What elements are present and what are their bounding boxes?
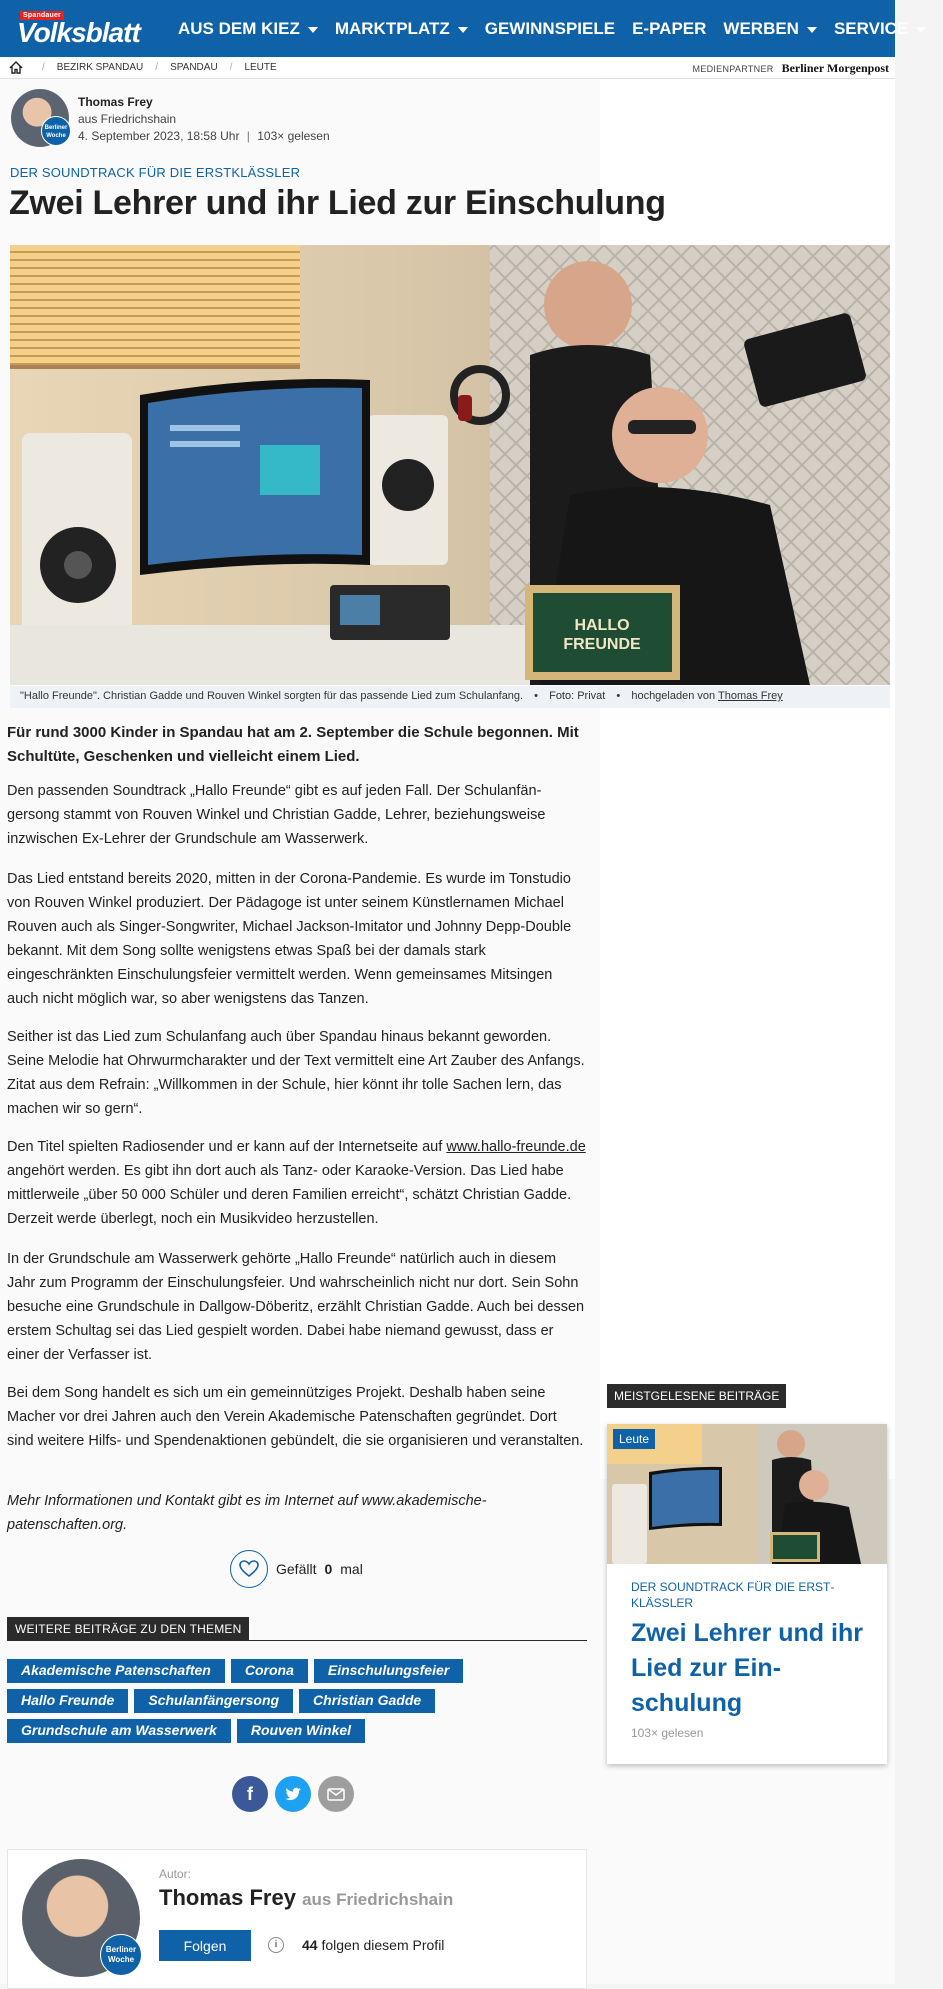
author-location: aus Friedrichshain	[78, 112, 177, 126]
uploaded-by-label: hochgeladen von	[631, 690, 716, 702]
author-name[interactable]: Thomas Frey	[78, 95, 153, 109]
topic-tag[interactable]: Rouven Winkel	[237, 1719, 365, 1743]
chevron-down-icon	[807, 27, 817, 33]
like-suffix: mal	[340, 1561, 363, 1577]
card-kicker: DER SOUNDTRACK FÜR DIE ERSTKLÄSSLER	[631, 1580, 835, 1610]
article-meta: 4. September 2023, 18:58 Uhr | 103× gelesen	[78, 129, 330, 143]
category-badge[interactable]: Leute	[613, 1429, 655, 1449]
author-box-location: aus Friedrichshain	[302, 1890, 454, 1909]
read-count: 103× gelesen	[257, 129, 330, 143]
article-headline: Zwei Lehrer und ihr Lied zur Einschulung	[9, 184, 666, 222]
breadcrumb	[30, 62, 277, 73]
author-box-name	[159, 1885, 453, 1911]
follow-button[interactable]: Folgen	[159, 1930, 251, 1961]
topic-tag[interactable]: Christian Gadde	[299, 1689, 435, 1713]
card-title[interactable]: Zwei Lehrer und ihr Lied zur Einschulung	[631, 1619, 863, 1717]
studio-photo-illustration	[10, 245, 890, 685]
topic-tag[interactable]: Grundschule am Wasserwerk	[7, 1719, 231, 1743]
most-read-heading: MEISTGELESENE BEITRÄGE	[607, 1384, 786, 1408]
most-read-card-image[interactable]	[607, 1424, 887, 1564]
uploader-link[interactable]: Thomas Frey	[717, 690, 783, 702]
topic-tag[interactable]: Schulanfängersong	[134, 1689, 293, 1713]
topics-divider	[7, 1640, 587, 1641]
nav-item-marktplatz[interactable]: MARKTPLATZ	[335, 19, 468, 39]
article-paragraph: Den Titel spielten Radiosender und er kann auf der Internetseite auf www.hallo-freunde.de angehört werden. Es gibt ihn dort auch als Tanz- oder Karaoke-Version. Das Lied habe mittlerweile „über 50 000 Schüler und deren Familien erreicht“, schätzt Christian Gadde. Derzeit werde überlegt, noch ein Musikvideo herzustellen.	[7, 1139, 586, 1227]
article-photo[interactable]	[10, 245, 890, 685]
twitter-icon	[284, 1787, 302, 1802]
page	[0, 79, 895, 1984]
photo-caption: "Hallo Freunde". Christian Gadde und Rouven Winkel sorgten für das passende Lied zum Schulanfang. • Foto: Privat • hochgeladen von Thomas Frey	[10, 686, 890, 708]
top-navigation	[0, 0, 909, 57]
nav-item-service[interactable]: SERVICE	[834, 19, 926, 39]
like-widget	[230, 1550, 363, 1588]
media-partner	[692, 61, 889, 76]
breadcrumb-separator: /	[42, 62, 45, 73]
like-count: 0	[324, 1561, 333, 1577]
article-paragraph-info: Mehr Informationen und Kontakt gibt es im Internet auf www.akademische-patenschaften.org.	[7, 1493, 487, 1533]
berliner-woche-badge: Berliner Woche	[100, 1934, 142, 1976]
article-paragraph: Bei dem Song handelt es sich um ein gemeinnütziges Projekt. Deshalb haben seine Macher vor drei Jahren auch den Verein Akademische Patenschaften gegründet. Dort sind weitere Hilfs- und Spendenaktionen gebündelt, die sie organisieren und veranstalten.	[7, 1385, 584, 1449]
followers-count: 44 folgen diesem Profil	[302, 1937, 445, 1953]
breadcrumb-item[interactable]: BEZIRK SPANDAU	[56, 62, 144, 73]
author-avatar[interactable]	[11, 89, 69, 147]
svg-text:FREUNDE: FREUNDE	[563, 636, 641, 653]
publish-date: 4. September 2023, 18:58 Uhr	[78, 129, 240, 143]
partner-logo[interactable]: Berliner Morgenpost	[781, 61, 889, 75]
hallo-freunde-link[interactable]: www.hallo-freunde.de	[446, 1139, 586, 1155]
share-buttons	[232, 1776, 354, 1812]
author-box	[7, 1849, 587, 1989]
topic-tag[interactable]: Hallo Freunde	[7, 1689, 128, 1713]
mail-share-button[interactable]	[318, 1776, 354, 1812]
article-kicker: DER SOUNDTRACK FÜR DIE ERSTKLÄSSLER	[10, 165, 301, 180]
berliner-woche-badge: Berliner Woche	[41, 116, 71, 146]
home-icon[interactable]	[9, 61, 23, 74]
mail-icon	[327, 1788, 345, 1801]
article-lead: Für rund 3000 Kinder in Spandau hat am 2. September die Schule begonnen. Mit Schultüte, Geschenken und vielleicht einem Lied.	[7, 724, 579, 765]
photo-credit: Foto: Privat	[549, 690, 606, 702]
author-label: Autor:	[159, 1867, 192, 1881]
article-paragraph: Seither ist das Lied zum Schulanfang auch über Spandau hinaus bekannt geworden. Seine Melodie hat Ohrwurmcharakter und der Text vermittelt eine Art Zauber des Anfangs. Zitat aus dem Refrain: „Willkommen in der Schule, hier könnt ihr tolle Sachen lern, das machen wir so gern“.	[7, 1029, 585, 1117]
card-read-count: 103× gelesen	[631, 1726, 704, 1740]
author-box-name-text[interactable]: Thomas Frey	[159, 1885, 296, 1910]
breadcrumb-bar	[0, 57, 895, 79]
article-paragraph: Das Lied entstand bereits 2020, mitten in der Corona-Pandemie. Es wurde im Tonstudio von Rouven Winkel produziert. Der Pädagoge ist unter seinem Künstlernamen Michael Rouven auch als Singer-Songwriter, Michael Jackson-Imitator und Johnny Depp-Double bekannt. Mit dem Song sollte wenigstens etwas Spaß bei der damals stark eingeschränkten Einschulungsfeier vermittelt werden. Wenn gemeinsames Mitsingen auch nicht möglich war, so aber wenigstens das Tanzen.	[7, 871, 572, 1007]
breadcrumb-separator: /	[229, 62, 233, 73]
author-box-avatar[interactable]	[22, 1859, 140, 1977]
site-logo[interactable]	[13, 8, 145, 50]
topic-tag[interactable]: Akademische Patenschaften	[7, 1659, 225, 1683]
logo-title: Volksblatt	[17, 17, 140, 48]
nav-item-werben[interactable]: WERBEN	[723, 19, 817, 39]
nav-item-gewinnspiele[interactable]: GEWINNSPIELE	[484, 19, 616, 38]
nav-item-e-paper[interactable]: E-PAPER	[632, 19, 707, 38]
main-menu	[178, 19, 943, 39]
chevron-down-icon	[458, 27, 468, 33]
breadcrumb-separator: /	[155, 62, 159, 73]
twitter-share-button[interactable]	[275, 1776, 311, 1812]
breadcrumb-item[interactable]: SPANDAU	[170, 62, 218, 73]
facebook-share-button[interactable]	[232, 1776, 268, 1812]
like-prefix: Gefällt	[276, 1561, 317, 1577]
chevron-down-icon	[308, 27, 318, 33]
sign-text: HALLO	[574, 617, 630, 634]
article-paragraph: In der Grundschule am Wasserwerk gehörte „Hallo Freunde“ natürlich auch in diesem Jahr zum Programm der Einschulungsfeier. Und wahrscheinlich nicht nur dort. Sein Sohn besuche eine Grundschule in Dallgow-Döberitz, erzählt Christian Gadde. Auch bei dessen erstem Schultag sei das Lied gespielt worden. Dabei habe niemand gewusst, dass er einer der Verfasser ist.	[7, 1251, 585, 1363]
facebook-icon: f	[247, 1783, 253, 1804]
partner-label: MEDIENPARTNER	[692, 63, 774, 74]
caption-text: "Hallo Freunde". Christian Gadde und Rouven Winkel sorgten für das passende Lied zum Schulanfang.	[20, 690, 524, 702]
chevron-down-icon	[916, 27, 926, 33]
topics-heading: WEITERE BEITRÄGE ZU DEN THEMEN	[7, 1617, 249, 1641]
breadcrumb-item[interactable]: LEUTE	[244, 62, 277, 73]
nav-item-aus-dem-kiez[interactable]: AUS DEM KIEZ	[178, 19, 318, 39]
topic-tags	[7, 1659, 587, 1743]
heart-icon	[239, 1560, 259, 1578]
logo-subtitle: Spandauer	[20, 11, 64, 20]
topic-tag[interactable]: Corona	[231, 1659, 308, 1683]
article-paragraph: Den passenden Soundtrack „Hallo Freunde“ gibt es auf jeden Fall. Der Schulanfängersong stammt von Rouven Winkel und Christian Gadde, Lehrer, beziehungsweise inzwischen Ex-Lehrer der Grundschule am Wasserwerk.	[7, 783, 546, 847]
info-icon[interactable]: i	[268, 1937, 284, 1953]
like-button[interactable]	[230, 1550, 268, 1588]
most-read-card[interactable]	[607, 1424, 887, 1764]
topic-tag[interactable]: Einschulungsfeier	[314, 1659, 463, 1683]
